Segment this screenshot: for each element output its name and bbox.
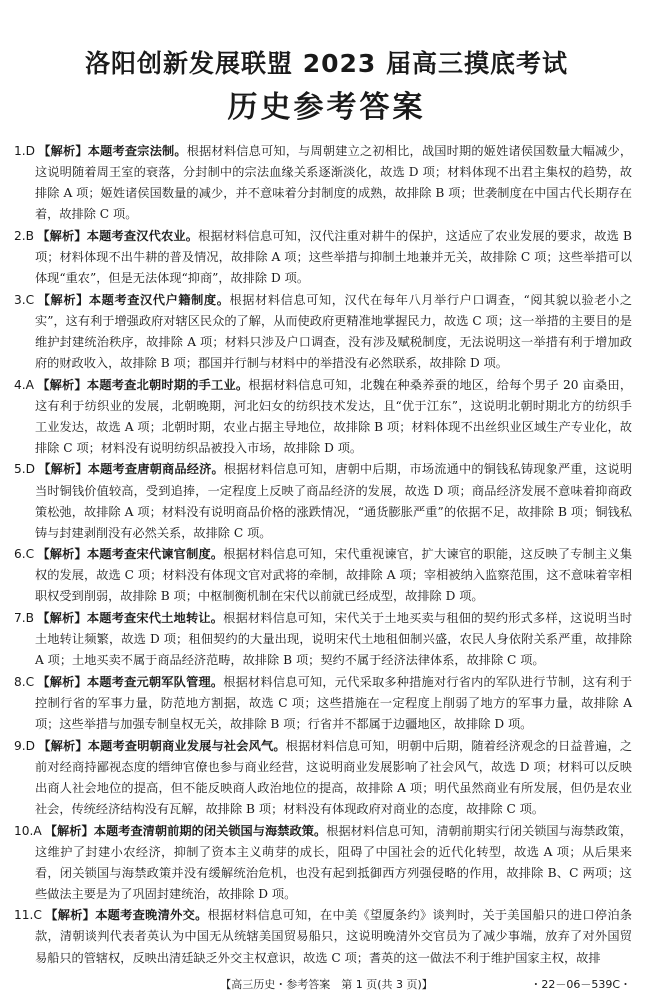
exam-subtitle: 历史参考答案 (227, 90, 426, 125)
explanation-text: 根据材料信息可知，唐朝中后期，市场流通中的铜钱私铸现象严重，这说明当时铜钱价值较高，受到追捧，一定程度上反映了商品经济的发展，故选 D 项；商品经济发展不意味着抑商政策松弛，故排除 A 项；材料没有说明商品价格的涨跌情况，“通货膨胀严重”的依据不足，故排除 B 项；铜钱私铸与封建剥削没有必然关系，故排除 C 项。 (35, 462, 633, 540)
topic-label: 本题考查宋代谏官制度。 (86, 547, 224, 562)
answer-letter: C (25, 674, 35, 689)
question-number: 11. (14, 908, 34, 923)
answer-item (14, 226, 632, 289)
answer-item (14, 736, 632, 820)
question-number: 6. (14, 547, 26, 562)
exam-title: 洛阳创新发展联盟 2023 届高三摸底考试 (85, 49, 568, 78)
page-footer (0, 974, 653, 996)
answer-letter: A (25, 377, 34, 392)
question-number: 2. (14, 228, 26, 243)
answer-item (14, 290, 632, 374)
explanation-text: 根据材料信息可知，汉代在每年八月举行户口调查，“阅其貌以验老小之实”，这有利于增强政府对辖区民众的了解，从而使政府更精准地掌握民力，故选 C 项；这一举措的主要目的是维护封建统治秩序，故排除 A 项；材料只涉及户口调查，没有涉及赋税制度，无法说明这一举措有利于增加政府的财政收入，故排除 B 项；郡国并行制与材料中的举措没有必然联系，故排除 D 项。 (35, 292, 633, 370)
answer-item (14, 375, 632, 459)
answer-item (14, 905, 632, 968)
explanation-text: 根据材料信息可知，汉代注重对耕牛的保护，这适应了农业发展的要求，故选 B 项；材料体现不出牛耕的普及情况，故排除 A 项；这些举措与抑制土地兼并无关，故排除 C 项；这些举措可以体现“重农”，但是无法体现“抑商”，故排除 D 项。 (35, 228, 632, 286)
page-label: 【高三历史・参考答案 第 1 页(共 3 页)】 (220, 978, 433, 991)
question-number: 4. (14, 377, 26, 392)
answer-letter: C (25, 547, 35, 562)
answer-letter: C (33, 908, 42, 923)
topic-label: 本题考查明朝商业发展与社会风气。 (87, 738, 286, 753)
analysis-tag: 【解析】 (44, 823, 94, 838)
question-number: 1. (14, 144, 26, 158)
topic-label: 本题考查晚清外交。 (95, 908, 208, 923)
answer-letter: D (25, 144, 36, 158)
question-number: 5. (14, 462, 26, 477)
topic-label: 本题考查宗法制。 (87, 144, 187, 158)
explanation-text: 根据材料信息可知，明朝中后期，随着经济观念的日益普遍，之前对经商持鄙视态度的缙绅官僚也参与商业经营，这说明商业发展影响了社会风气，故选 D 项；材料可以反映出商人社会地位的提高，但不能反映商人政治地位的提高，故排除 A 项；明代虽然商业有所发展，但仍是农业社会，传统经济结构没有瓦解，故排除 B 项；材料没有体现政府对商业的态度，故排除 C 项。 (35, 738, 633, 816)
answer-item (14, 459, 632, 543)
topic-label: 本题考查宋代土地转让。 (86, 611, 224, 626)
answer-letter: B (25, 611, 35, 626)
question-number: 9. (14, 738, 26, 753)
answer-item (14, 821, 632, 905)
topic-label: 本题考查清朝前期的闭关锁国与海禁政策。 (93, 823, 327, 838)
answer-item (14, 544, 632, 607)
topic-label: 本题考查元朝军队管理。 (86, 674, 224, 689)
topic-label: 本题考查北朝时期的手工业。 (86, 377, 249, 392)
topic-label: 本题考查唐朝商品经济。 (87, 462, 224, 477)
explanation-text: 根据材料信息可知，清朝前期实行闭关锁国与海禁政策，这维护了封建小农经济，抑制了资本主义萌芽的成长，阻碍了中国社会的近代化转型，故选 A 项；从后果来看，闭关锁国与海禁政策并没有缓解统治危机，也没有起到抵御西方列强侵略的作用，故排除 B、C 两项；这些做法主要是为了巩固封建统治，故排除 D 项。 (35, 823, 633, 901)
explanation-text: 根据材料信息可知，宋代重视谏官，扩大谏官的职能，这反映了专制主义集权的发展，故选 C 项；材料没有体现文官对武将的牵制，故排除 A 项；宰相被纳入监察范围，这不意味着宰相职权受到削弱，故排除 B 项；中枢制衡机制在宋代以前就已经成型，故排除 D 项。 (35, 547, 633, 604)
analysis-tag: 【解析】 (36, 377, 87, 392)
answer-letter: B (25, 228, 35, 243)
answer-list (14, 141, 632, 969)
answer-letter: D (25, 738, 36, 753)
explanation-text: 根据材料信息可知，在中美《望厦条约》谈判时，关于美国船只的进口停泊条款，清朝谈判代表者英认为中国无从统辖美国贸易船只，这说明晚清外交官员为了减少事端，放弃了对外国贸易船只的管辖权，反映出清廷缺乏外交主权意识，故选 C 项；耆英的这一做法不利于维护国家主权，故排 (35, 908, 633, 965)
explanation-text: 根据材料信息可知，北魏在种桑养蚕的地区，给每个男子 20 亩桑田，这有利于纺织业的发展，北朝晚期，河北妇女的纺织技术发达，且“优于江东”，这说明北朝时期北方的纺织手工业发达，故选 A 项；北朝时期，农业占据主导地位，故排除 B 项；材料体现不出丝织业区域生产专业化，故排除 C 项；材料没有说明纺织品被投入市场，故排除 D 项。 (35, 377, 633, 455)
explanation-text: 根据材料信息可知，宋代关于土地买卖与租佃的契约形式多样，这说明当时土地转让频繁，故选 D 项；租佃契约的大量出现，说明宋代土地租佃制兴盛，农民人身依附关系严重，故排除 A 项；土地买卖不属于商品经济范畴，故排除 B 项；契约不属于经济法律体系，故排除 C 项。 (35, 611, 633, 668)
question-number: 7. (14, 611, 26, 626)
analysis-tag: 【解析】 (38, 462, 88, 477)
answer-item (14, 672, 632, 735)
question-number: 10. (14, 823, 34, 838)
analysis-tag: 【解析】 (37, 228, 87, 243)
analysis-tag: 【解析】 (38, 738, 88, 753)
answer-letter: C (25, 292, 35, 307)
topic-label: 本题考查汉代农业。 (86, 228, 199, 243)
answer-letter: A (33, 823, 42, 838)
answer-letter: D (25, 462, 36, 477)
paper-code: ・22－06－539C・ (530, 978, 631, 991)
analysis-tag: 【解析】 (37, 292, 89, 307)
answer-item (14, 608, 632, 671)
topic-label: 本题考查汉代户籍制度。 (88, 292, 230, 307)
analysis-tag: 【解析】 (37, 674, 87, 689)
answer-item (14, 141, 632, 225)
question-number: 3. (14, 292, 26, 307)
analysis-tag: 【解析】 (38, 144, 88, 158)
analysis-tag: 【解析】 (37, 547, 87, 562)
analysis-tag: 【解析】 (37, 611, 87, 626)
explanation-text: 根据材料信息可知，元代采取多种措施对行省内的军队进行节制，这有利于控制行省的军事力量，防范地方割据，故选 C 项；这些措施在一定程度上削弱了地方的军事力量，故排除 A 项；这些举措与加强专制皇权无关，故排除 B 项；行省并不都属于边疆地区，故排除 D 项。 (35, 674, 633, 732)
analysis-tag: 【解析】 (44, 908, 96, 923)
explanation-text: 根据材料信息可知，与周朝建立之初相比，战国时期的姬姓诸侯国数量大幅减少，这说明随着周王室的衰落，分封制中的宗法血缘关系逐渐淡化，故选 D 项；材料体现不出君主集权的趋势，故排除 A 项；姬姓诸侯国数量的减少，并不意味着分封制度的成熟，故排除 B 项；世袭制度在中国古代长期存在着，故排除 C 项。 (35, 144, 633, 222)
question-number: 8. (14, 674, 26, 689)
